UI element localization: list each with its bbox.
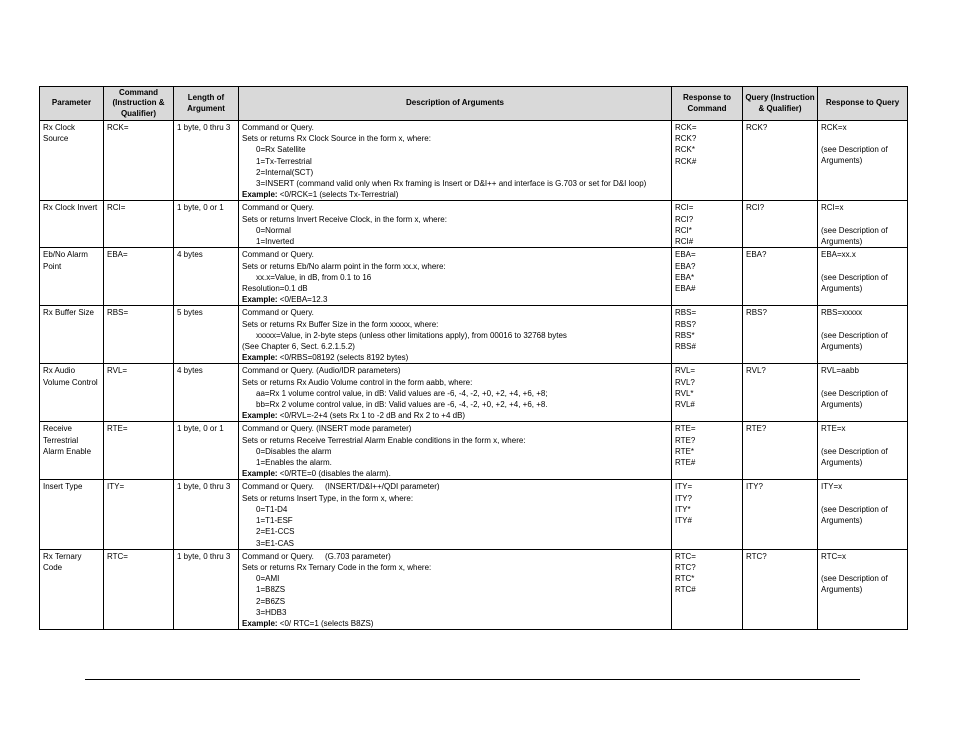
description-line: xx.x=Value, in dB, from 0.1 to 16 [256, 272, 372, 282]
command-cell: ITY= [104, 480, 174, 549]
example-line [242, 294, 668, 305]
response-line: RTE* [675, 446, 694, 456]
description-line: Command or Query. [242, 123, 314, 132]
response-line: RBS? [675, 319, 696, 329]
header-description: Description of Arguments [239, 87, 672, 121]
query-response-cell [818, 549, 908, 629]
response-line: ITY# [675, 516, 692, 526]
table-body [40, 121, 908, 630]
response-line: RTE# [675, 458, 696, 468]
length-cell: 1 byte, 0 thru 3 [174, 549, 239, 629]
command-cell: RBS= [104, 306, 174, 364]
query-response-line: RBS=xxxxx [821, 308, 863, 318]
table-row [40, 364, 908, 422]
response-line: RBS* [675, 330, 695, 340]
query-response-cell [818, 364, 908, 422]
query-response-line: (see Description of Arguments) [821, 573, 888, 595]
description-line: 2=E1-CCS [256, 527, 295, 537]
parameter-cell: Rx Audio Volume Control [40, 364, 104, 422]
response-line: ITY= [675, 482, 693, 492]
query-response-line [821, 261, 904, 272]
response-line: ITY* [675, 504, 691, 514]
description-line: Sets or returns Receive Terrestrial Alarm Enable conditions in the form x, where: [242, 435, 526, 445]
response-line: RCK# [675, 156, 697, 166]
description-cell [239, 121, 672, 201]
parameter-cell: Rx Ternary Code [40, 549, 104, 629]
query-response-line [821, 214, 904, 225]
description-line: Resolution=0.1 dB [242, 284, 308, 294]
command-cell: EBA= [104, 248, 174, 306]
description-line: 1=B8ZS [256, 585, 286, 595]
query-response-line: ITY=x [821, 482, 843, 492]
command-table [39, 86, 908, 630]
query-response-line: (see Description of Arguments) [821, 446, 888, 467]
description-line: 1=Enables the alarm. [256, 458, 332, 468]
command-cell: RCI= [104, 201, 174, 248]
query-cell: RTC? [743, 549, 818, 629]
header-command: Command (Instruction & Qualifier) [104, 87, 174, 121]
example-text: <0/EBA=12.3 [277, 295, 328, 305]
example-line [242, 410, 668, 421]
query-response-line [821, 319, 904, 330]
table-row [40, 121, 908, 201]
response-line: RCI* [675, 225, 692, 235]
header-response: Response to Command [672, 87, 743, 121]
description-cell [239, 364, 672, 422]
footer-divider [85, 679, 860, 680]
query-response-line: RTC=x [821, 551, 846, 561]
description-line: aa=Rx 1 volume control value, in dB: Valid values are -6, -4, -2, +0, +2, +4, +6, +8; [256, 388, 548, 398]
header-query-response: Response to Query [818, 87, 908, 121]
length-cell: 5 bytes [174, 306, 239, 364]
description-line: 1=T1-ESF [256, 516, 293, 526]
description-line: bb=Rx 2 volume control value, in dB: Valid values are -6, -4, -2, +0, +2, +4, +6, +8. [256, 400, 548, 410]
query-cell: RBS? [743, 306, 818, 364]
example-label: Example: [242, 411, 278, 421]
example-label: Example: [242, 190, 278, 200]
query-cell: ITY? [743, 480, 818, 549]
response-line: RTC* [675, 574, 695, 584]
query-response-line: (see Description of Arguments) [821, 388, 888, 409]
description-line: 3=INSERT (command valid only when Rx framing is Insert or D&I++ and interface is G.703 or set for D&I loop) [256, 179, 647, 189]
description-line: Command or Query. (INSERT mode parameter) [242, 424, 412, 434]
response-line: RCK* [675, 145, 696, 155]
parameter-cell: Rx Buffer Size [40, 306, 104, 364]
description-line: Sets or returns Invert Receive Clock, in the form x, where: [242, 214, 447, 224]
query-response-cell [818, 121, 908, 201]
description-line: Sets or returns Insert Type, in the form x, where: [242, 493, 414, 503]
description-cell [239, 201, 672, 248]
query-response-line [821, 493, 904, 504]
header-query: Query (Instruction & Qualifier) [743, 87, 818, 121]
table-row [40, 422, 908, 480]
parameter-cell: Insert Type [40, 480, 104, 549]
response-cell [672, 549, 743, 629]
description-line: 2=B6ZS [256, 596, 286, 606]
response-line: EBA? [675, 261, 696, 271]
description-line: xxxxx=Value, in 2-byte steps (unless other limitations apply), from 00016 to 32768 bytes [256, 330, 567, 340]
description-line: Sets or returns Rx Ternary Code in the form x, where: [242, 562, 432, 572]
query-response-line: (see Description of Arguments) [821, 145, 888, 166]
description-line: Sets or returns Eb/No alarm point in the form xx.x, where: [242, 261, 446, 271]
header-length: Length of Argument [174, 87, 239, 121]
example-label: Example: [242, 618, 278, 628]
query-cell: RTE? [743, 422, 818, 480]
query-response-line: RTE=x [821, 424, 846, 434]
query-response-line: RCK=x [821, 123, 847, 132]
response-line: EBA# [675, 284, 696, 294]
example-text: <0/RCK=1 (selects Tx-Terrestrial) [277, 190, 399, 200]
command-cell: RTC= [104, 549, 174, 629]
description-line: 3=E1-CAS [256, 538, 295, 548]
query-response-line: (see Description of Arguments) [821, 330, 888, 351]
response-line: RCI= [675, 203, 694, 213]
response-line: EBA= [675, 250, 696, 260]
example-line [242, 618, 668, 629]
query-response-line [821, 562, 904, 573]
response-line: ITY? [675, 493, 692, 503]
query-response-cell [818, 422, 908, 480]
example-line [242, 189, 668, 200]
query-response-line: RCI=x [821, 203, 844, 213]
length-cell: 1 byte, 0 thru 3 [174, 121, 239, 201]
response-cell [672, 480, 743, 549]
response-cell [672, 201, 743, 248]
command-cell: RTE= [104, 422, 174, 480]
response-line: RCK= [675, 123, 697, 132]
command-cell: RVL= [104, 364, 174, 422]
query-response-line: EBA=xx.x [821, 250, 856, 260]
response-line: RCK? [675, 134, 697, 144]
description-line: 3=HDB3 [256, 607, 287, 617]
query-response-line: (see Description of Arguments) [821, 225, 888, 246]
response-line: RTE? [675, 435, 696, 445]
table-header-row [40, 87, 908, 121]
response-line: RBS= [675, 308, 697, 318]
response-line: RVL* [675, 388, 694, 398]
query-response-line: RVL=aabb [821, 366, 859, 376]
response-cell [672, 422, 743, 480]
description-cell [239, 306, 672, 364]
example-label: Example: [242, 469, 278, 479]
response-line: RVL# [675, 400, 695, 410]
description-cell [239, 422, 672, 480]
query-response-cell [818, 480, 908, 549]
example-text: <0/RTE=0 (disables the alarm). [277, 469, 391, 479]
description-line: Command or Query. [242, 250, 314, 260]
description-line: (See Chapter 6, Sect. 6.2.1.5.2) [242, 342, 355, 352]
table-row [40, 248, 908, 306]
query-response-cell [818, 306, 908, 364]
example-line [242, 468, 668, 479]
query-cell: RCI? [743, 201, 818, 248]
header-parameter: Parameter [40, 87, 104, 121]
query-response-line [821, 435, 904, 446]
description-line: Command or Query. (G.703 parameter) [242, 551, 391, 561]
query-cell: RVL? [743, 364, 818, 422]
description-line: Sets or returns Rx Clock Source in the form x, where: [242, 134, 431, 144]
query-response-line [821, 133, 904, 144]
description-line: Command or Query. (INSERT/D&I++/QDI parameter) [242, 482, 440, 492]
response-line: RTE= [675, 424, 696, 434]
response-line: RTC= [675, 551, 696, 561]
example-text: <0/ RTC=1 (selects B8ZS) [277, 618, 374, 628]
length-cell: 1 byte, 0 thru 3 [174, 480, 239, 549]
table-row [40, 480, 908, 549]
response-cell [672, 306, 743, 364]
description-line: Command or Query. [242, 203, 314, 213]
query-response-cell [818, 248, 908, 306]
example-label: Example: [242, 353, 278, 363]
response-line: RCI? [675, 214, 694, 224]
command-cell: RCK= [104, 121, 174, 201]
response-line: EBA* [675, 272, 695, 282]
response-cell [672, 364, 743, 422]
description-line: 0=AMI [256, 574, 280, 584]
table-row [40, 549, 908, 629]
response-line: RCI# [675, 237, 694, 247]
description-line: Sets or returns Rx Buffer Size in the form xxxxx, where: [242, 319, 439, 329]
parameter-cell: Eb/No Alarm Point [40, 248, 104, 306]
description-cell [239, 480, 672, 549]
response-line: RVL? [675, 377, 695, 387]
example-text: <0/RVL=-2+4 (sets Rx 1 to -2 dB and Rx 2 to +4 dB) [277, 411, 466, 421]
description-cell [239, 549, 672, 629]
query-response-line [821, 377, 904, 388]
example-label: Example: [242, 295, 278, 305]
response-line: RVL= [675, 366, 696, 376]
description-line: Command or Query. [242, 308, 314, 318]
length-cell: 1 byte, 0 or 1 [174, 422, 239, 480]
table-row [40, 201, 908, 248]
description-line: 0=T1-D4 [256, 504, 288, 514]
length-cell: 1 byte, 0 or 1 [174, 201, 239, 248]
description-line: 1=Inverted [256, 237, 295, 247]
example-text: <0/RBS=08192 (selects 8192 bytes) [277, 353, 409, 363]
query-cell: EBA? [743, 248, 818, 306]
query-response-line: (see Description of Arguments) [821, 504, 888, 525]
response-line: RTC? [675, 562, 696, 572]
example-line [242, 352, 668, 363]
description-line: 0=Disables the alarm [256, 446, 332, 456]
description-cell [239, 248, 672, 306]
description-line: Sets or returns Rx Audio Volume control in the form aabb, where: [242, 377, 473, 387]
response-cell [672, 121, 743, 201]
description-line: 0=Rx Satellite [256, 145, 306, 155]
description-line: 2=Internal(SCT) [256, 167, 314, 177]
parameter-cell: Receive Terrestrial Alarm Enable [40, 422, 104, 480]
response-line: RBS# [675, 342, 696, 352]
parameter-cell: Rx Clock Invert [40, 201, 104, 248]
query-response-cell [818, 201, 908, 248]
query-response-line: (see Description of Arguments) [821, 272, 888, 293]
length-cell: 4 bytes [174, 364, 239, 422]
query-cell: RCK? [743, 121, 818, 201]
length-cell: 4 bytes [174, 248, 239, 306]
table-row [40, 306, 908, 364]
response-line: RTC# [675, 585, 696, 595]
description-line: Command or Query. (Audio/IDR parameters) [242, 366, 401, 376]
response-cell [672, 248, 743, 306]
description-line: 1=Tx-Terrestrial [256, 156, 312, 166]
description-line: 0=Normal [256, 225, 291, 235]
parameter-cell: Rx Clock Source [40, 121, 104, 201]
